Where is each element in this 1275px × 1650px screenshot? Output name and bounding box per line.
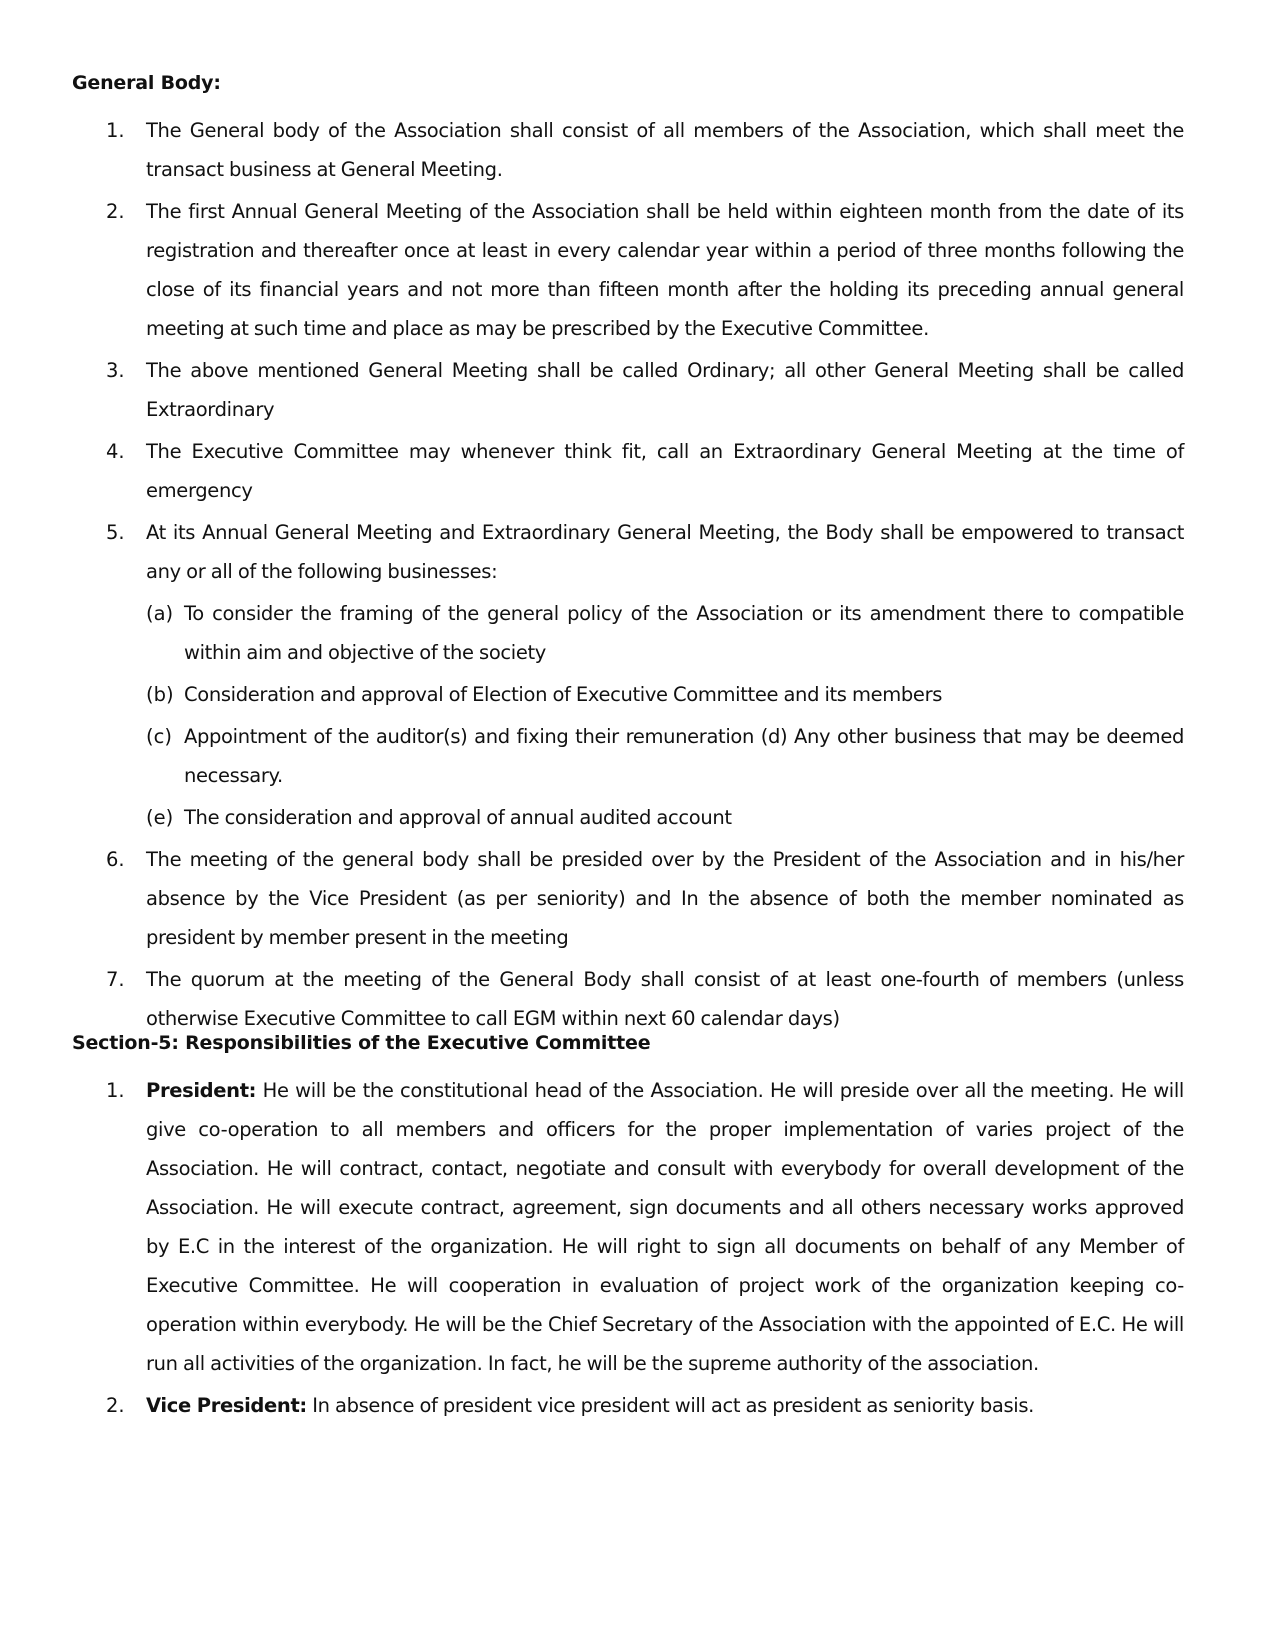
sub-item [0, 717, 1275, 795]
item-text: At its Annual General Meeting and Extraordinary General Meeting, the Body shall be empowered to transact any or all of the following businesses: [146, 521, 1184, 583]
list-item [0, 351, 1275, 429]
item-number: 7. [106, 968, 125, 991]
sub-item [0, 798, 1275, 837]
item-text: The Executive Committee may whenever think fit, call an Extraordinary General Meeting at the time of emergency [146, 440, 1184, 502]
sub-item-label: (b) [146, 683, 174, 706]
general-body-list [0, 111, 1275, 1038]
item-text [146, 1386, 1184, 1425]
list-item [0, 960, 1275, 1038]
item-text: The quorum at the meeting of the General Body shall consist of at least one-fourth of members (unless otherwise Executive Committee to call EGM within next 60 calendar days) [146, 968, 1184, 1030]
item-text: The first Annual General Meeting of the Association shall be held within eighteen month from the date of its registration and thereafter once at least in every calendar year within a period of three months following the close of its financial years and not more than fifteen month after the holding its preceding annual general meeting at such time and place as may be prescribed by the Executive Committee. [146, 200, 1184, 340]
item-number: 2. [106, 1394, 125, 1417]
list-item [0, 1071, 1275, 1383]
sub-item [0, 675, 1275, 714]
item-number: 4. [106, 440, 125, 463]
sub-item-text: To consider the framing of the general policy of the Association or its amendment there to compatible within aim and objective of the society [184, 602, 1184, 664]
item-number: 3. [106, 359, 125, 382]
list-item [0, 513, 1275, 591]
list-item [0, 111, 1275, 189]
sub-item-label: (c) [146, 725, 172, 748]
list-item [0, 1386, 1275, 1425]
item-number: 1. [106, 119, 125, 142]
general-body-heading: General Body: [72, 72, 221, 94]
item-number: 2. [106, 200, 125, 223]
item-text: The General body of the Association shall consist of all members of the Association, which shall meet the transact business at General Meeting. [146, 119, 1184, 181]
item-title: Vice President: [146, 1394, 307, 1417]
section-5-list [0, 1071, 1275, 1425]
item-title: President: [146, 1079, 257, 1102]
list-item [0, 432, 1275, 510]
item-number: 6. [106, 848, 125, 871]
item-text: The meeting of the general body shall be presided over by the President of the Association and in his/her absence by the Vice President (as per seniority) and In the absence of both the member nominated as president by member present in the meeting [146, 848, 1184, 949]
item-body: In absence of president vice president will act as president as seniority basis. [306, 1394, 1034, 1417]
section-5-heading: Section-5: Responsibilities of the Executive Committee [72, 1032, 651, 1054]
list-item [0, 192, 1275, 348]
item-number: 5. [106, 521, 125, 544]
sub-item-label: (e) [146, 806, 174, 829]
list-item [0, 840, 1275, 957]
sub-item [0, 594, 1275, 672]
item-body: He will be the constitutional head of the Association. He will preside over all the meeting. He will give co-operation to all members and officers for the proper implementation of varies project of the Association. He will contract, contact, negotiate and consult with everybody for overall development of the Association. He will execute contract, agreement, sign documents and all others necessary works approved by E.C in the interest of the organization. He will right to sign all documents on behalf of any Member of Executive Committee. He will cooperation in evaluation of project work of the organization keeping co-operation within everybody. He will be the Chief Secretary of the Association with the appointed of E.C. He will run all activities of the organization. In fact, he will be the supreme authority of the association. [146, 1079, 1184, 1375]
sub-item-text: The consideration and approval of annual audited account [184, 806, 732, 829]
item-text [146, 1071, 1184, 1383]
item-text: The above mentioned General Meeting shall be called Ordinary; all other General Meeting shall be called Extraordinary [146, 359, 1184, 421]
sub-item-text: Appointment of the auditor(s) and fixing their remuneration (d) Any other business that may be deemed necessary. [184, 725, 1184, 787]
sub-item-text: Consideration and approval of Election of Executive Committee and its members [184, 683, 943, 706]
item-number: 1. [106, 1079, 125, 1102]
sub-item-label: (a) [146, 602, 174, 625]
